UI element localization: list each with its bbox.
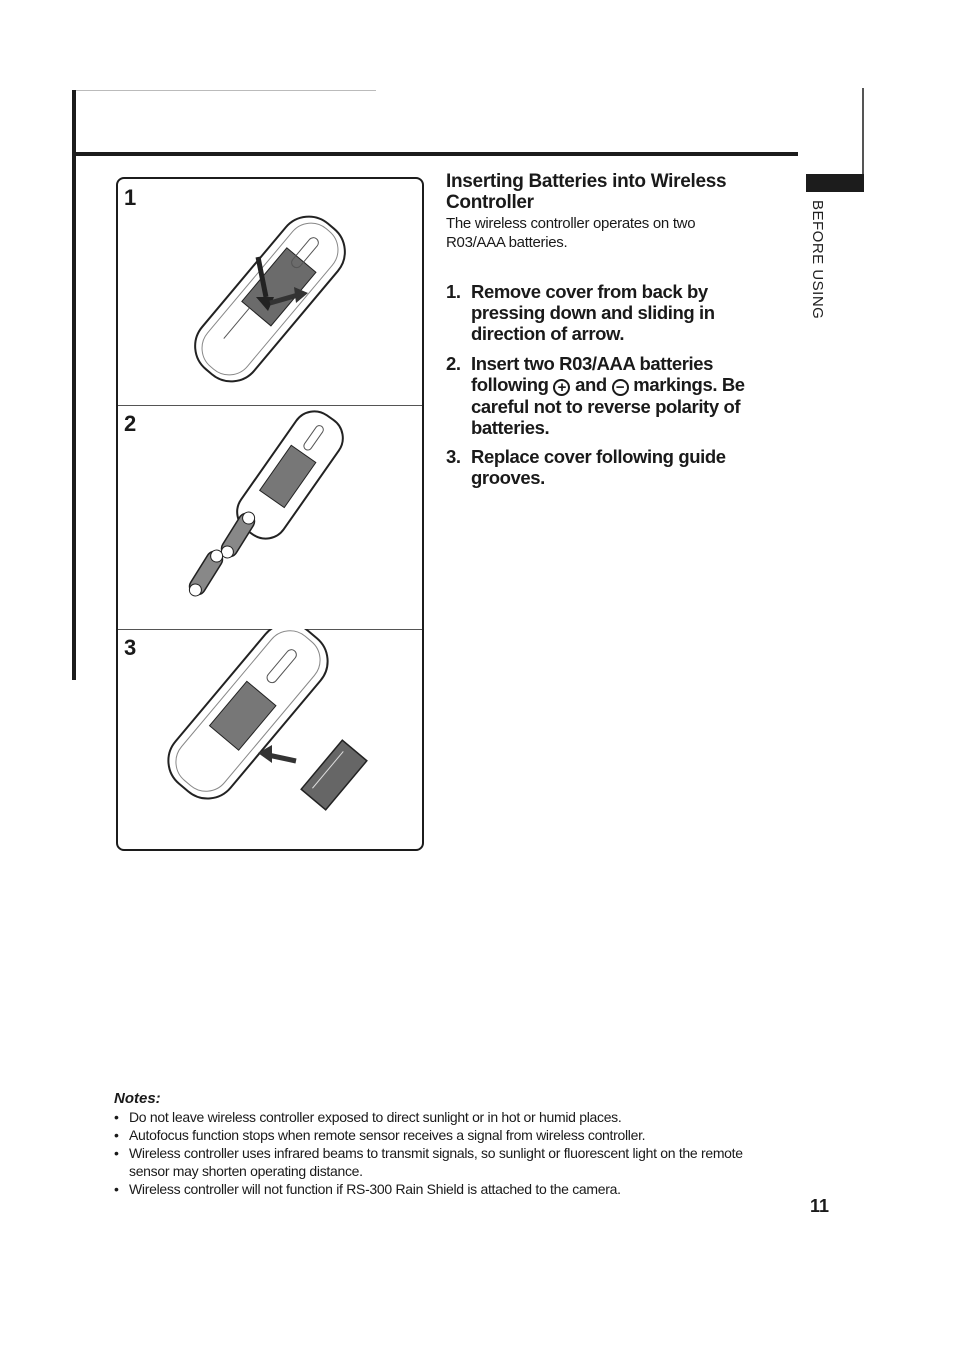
plus-polarity-icon: +: [553, 379, 570, 396]
figure-panel-1: [118, 179, 422, 406]
step-text: Replace cover following guide grooves.: [471, 446, 726, 488]
step-text-part: markings. Be careful not to reverse polarity of batteries.: [471, 374, 745, 438]
minus-polarity-icon: −: [612, 379, 629, 396]
step-number: 1.: [446, 281, 461, 302]
notes-list: [114, 1108, 764, 1198]
page-title: Inserting Batteries into Wireless Controller: [446, 171, 727, 213]
note-item: • Do not leave wireless controller exposed to direct sunlight or in hot or humid places.: [114, 1108, 764, 1126]
replace-cover-illustration: [118, 629, 422, 849]
notes-heading: Notes:: [114, 1090, 161, 1107]
note-item: • Wireless controller uses infrared beams to transmit signals, so sunlight or fluorescent light on the remote sensor may shorten operating distance.: [114, 1144, 764, 1180]
step-number: 3.: [446, 446, 461, 467]
figure-step-number: 3: [124, 635, 137, 660]
step-text-part: Insert two R03/AAA batteries following: [471, 353, 714, 395]
illustration-box: [116, 177, 424, 851]
note-item: • Wireless controller will not function if RS-300 Rain Shield is attached to the camera.: [114, 1180, 764, 1198]
step-text-part: and: [575, 374, 607, 395]
figure-panel-3: [118, 629, 422, 849]
step-text: [471, 353, 786, 438]
intro-text: The wireless controller operates on two R03/AAA batteries.: [446, 215, 696, 251]
insert-batteries-illustration: [118, 405, 422, 629]
page-number: 11: [810, 1196, 830, 1216]
header-thin-rule: [76, 90, 376, 91]
figure-step-number: 1: [124, 185, 137, 210]
left-border-rule: [72, 90, 76, 680]
figure-panel-2: [118, 405, 422, 630]
note-item: • Autofocus function stops when remote sensor receives a signal from wireless controller.: [114, 1126, 764, 1144]
figure-step-number: 2: [124, 411, 137, 436]
section-tab-marker: [806, 174, 864, 192]
header-rule: [76, 152, 798, 156]
right-border-rule: [862, 88, 864, 176]
section-label: BEFORE USING: [809, 200, 826, 320]
step-number: 2.: [446, 353, 461, 374]
step-text: Remove cover from back by pressing down and sliding in direction of arrow.: [471, 281, 715, 344]
remove-cover-illustration: [118, 179, 422, 405]
